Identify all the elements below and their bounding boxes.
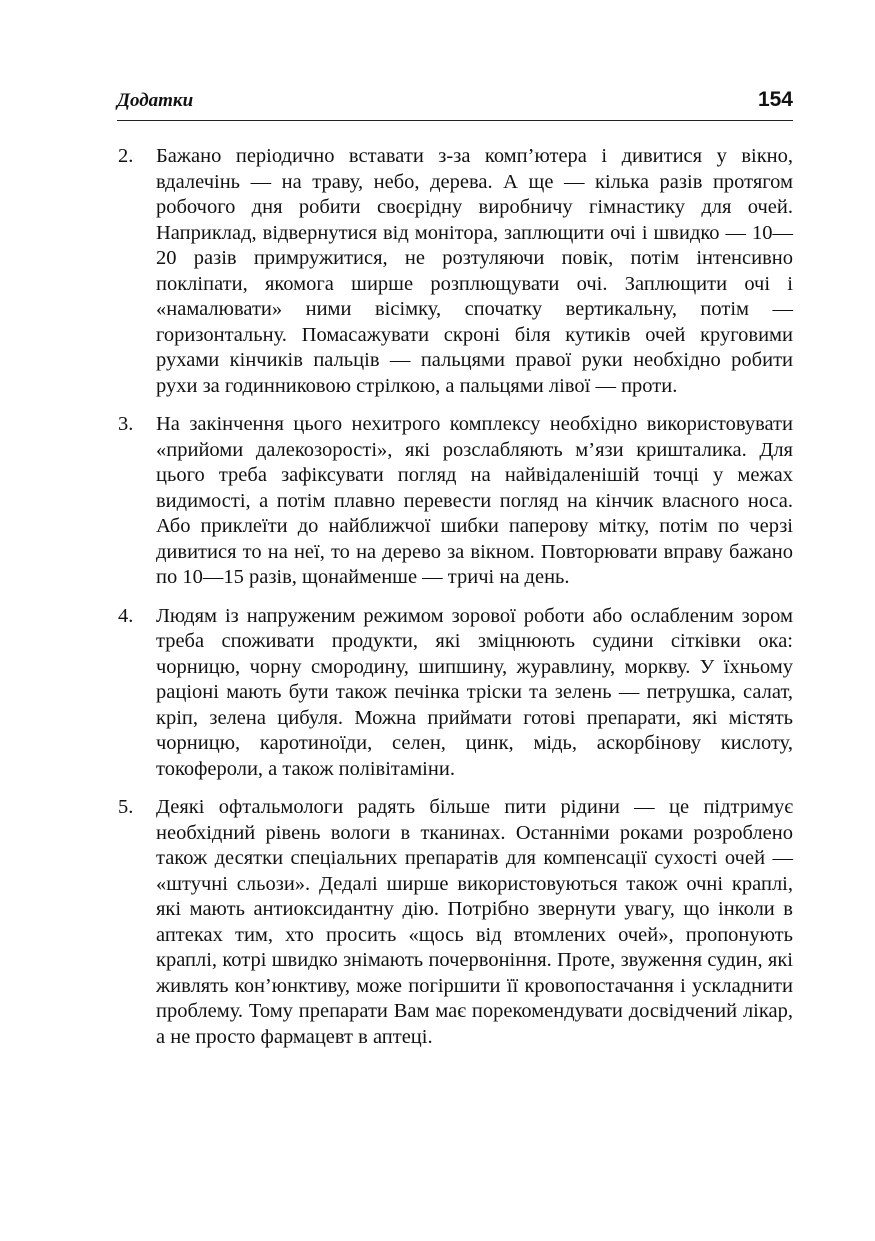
item-text: На закінчення цього нехитрого комплексу необхідно використовувати «прийоми далекозорості», які розслабляють м’язи кришталика. Для цього треба зафіксувати погляд на найвідаленішій точці у межах видимості, а потім плавно перевести погляд на кінчик власного носа. Або приклеїти до найближчої шибки паперову мітку, потім по черзі дивитися то на неї, то на дерево за вікном. Повторювати вправу бажано по 10—15 разів, щонайменше — тричі на день. — [156, 413, 793, 588]
list-item-5 — [117, 795, 793, 1050]
item-text: Бажано періодично вставати з-за комп’ютера і дивитися у вікно, вдалечінь — на траву, небо, дерева. А ще — кілька разів протягом робочого дня робити своєрідну виробничу гімнастику для очей. Наприклад, відвернутися від монітора, заплющити очі і швидко — 10—20 разів примружитися, не розтуляючи повік, потім інтенсивно покліпати, якомога ширше розплющувати очі. Заплющити очі і «намалювати» ними вісімку, спочатку вертикальну, потім — горизонтальну. Помасажувати скроні біля кутиків очей круговими рухами кінчиків пальців — пальцями правої руки необхідно робити рухи за годинниковою стрілкою, а пальцями лівої — проти. — [156, 145, 793, 397]
list-item-4 — [117, 604, 793, 783]
list-item-2 — [117, 144, 793, 399]
numbered-list — [117, 144, 793, 1063]
section-title: Додатки — [117, 90, 194, 111]
item-number: 4. — [118, 604, 134, 627]
item-text: Деякі офтальмологи радять більше пити рідини — це підтримує необхідний рівень вологи в тканинах. Останніми роками розроблено також десятки спеціальних препаратів для компенсації сухості очей — «штучні сльози». Дедалі ширше використовуються також очні краплі, які мають антиоксидантну дію. Потрібно звернути увагу, що інколи в аптеках тим, хто просить «щось від втомлених очей», пропонують краплі, котрі швидко знімають почервоніння. Проте, звуження судин, які живлять кон’юнктиву, може погіршити її кровопостачання і ускладнити проблему. Тому препарати Вам має порекомендувати досвідчений лікар, а не просто фармацевт в аптеці. — [156, 796, 793, 1048]
page-number: 154 — [757, 88, 793, 111]
page-header — [117, 88, 793, 121]
item-number: 2. — [118, 145, 134, 167]
item-text: Людям із напруженим режимом зорової роботи або ослабленим зором треба споживати продукти, які зміцнюють судини сітківки ока: чорницю, чорну смородину, шипшину, журавлину, моркву. У їхньому раціоні мають бути також печінка тріски та зелень — петрушка, салат, кріп, зелена цибуля. Можна приймати готові препарати, які містять чорницю, каротиноїди, селен, цинк, мідь, аскорбінову кислоту, токофероли, а також полівітаміни. — [156, 604, 793, 780]
item-number: 5. — [118, 796, 134, 818]
list-item-3 — [117, 412, 793, 591]
item-number: 3. — [118, 413, 134, 435]
